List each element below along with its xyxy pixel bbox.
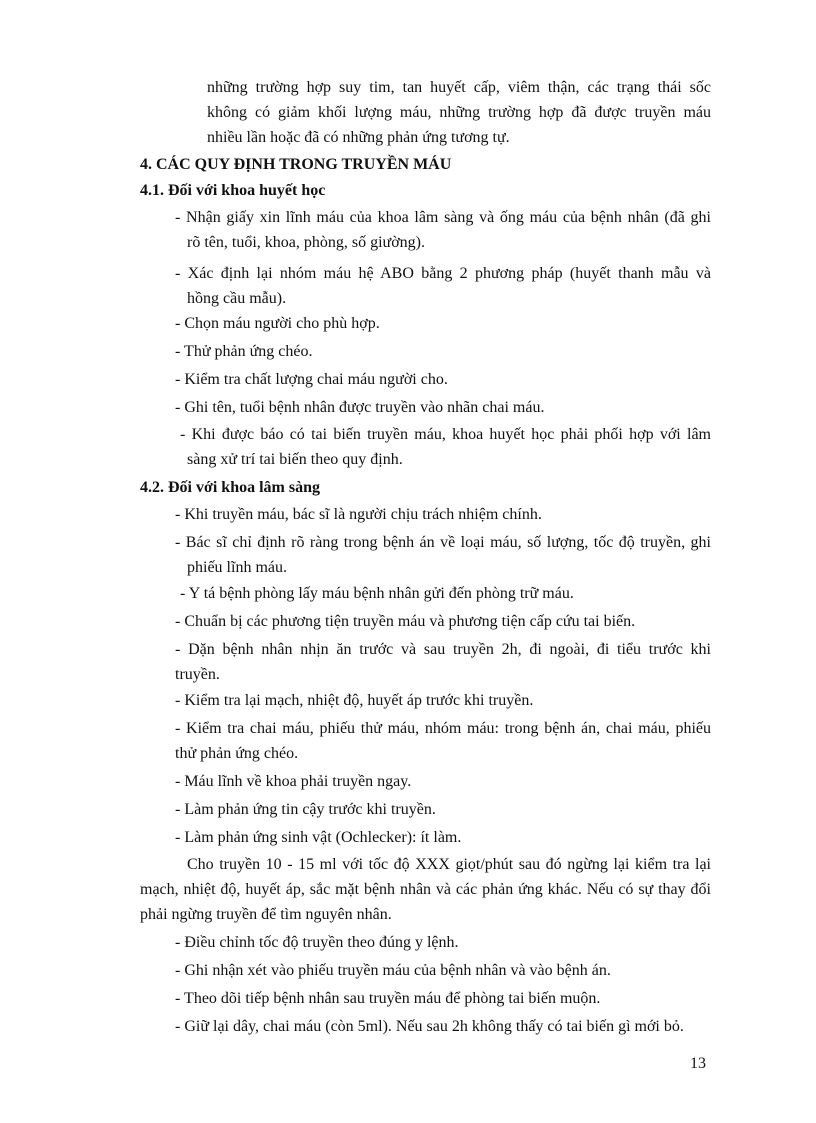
list-item: - Làm phản ứng sinh vật (Ochlecker): ít làm. bbox=[175, 829, 462, 846]
list-item: - Nhận giấy xin lĩnh máu của khoa lâm sàng và ống máu của bệnh nhân (đã ghi bbox=[175, 209, 711, 226]
section-heading: 4. CÁC QUY ĐỊNH TRONG TRUYỀN MÁU bbox=[140, 156, 452, 173]
intro-line: nhiều lần hoặc đã có những phản ứng tương tự. bbox=[207, 129, 510, 146]
page-number: 13 bbox=[690, 1055, 706, 1072]
list-item: - Kiểm tra lại mạch, nhiệt độ, huyết áp trước khi truyền. bbox=[175, 692, 534, 709]
list-item-continuation: hồng cầu mẫu). bbox=[187, 290, 287, 307]
list-item: - Làm phản ứng tin cậy trước khi truyền. bbox=[175, 801, 436, 818]
list-item-continuation: rõ tên, tuổi, khoa, phòng, số giường). bbox=[187, 234, 425, 251]
list-item-continuation: thử phản ứng chéo. bbox=[175, 745, 299, 762]
list-item: - Điều chỉnh tốc độ truyền theo đúng y lệnh. bbox=[175, 934, 459, 951]
list-item: - Máu lĩnh về khoa phải truyền ngay. bbox=[175, 773, 412, 790]
paragraph-line: Cho truyền 10 - 15 ml với tốc độ XXX giọt/phút sau đó ngừng lại kiểm tra lại bbox=[187, 856, 711, 873]
list-item: - Dặn bệnh nhân nhịn ăn trước và sau truyền 2h, đi ngoài, đi tiểu trước khi bbox=[175, 641, 711, 658]
list-item: - Xác định lại nhóm máu hệ ABO bằng 2 phương pháp (huyết thanh mẫu và bbox=[175, 265, 711, 282]
list-item: - Khi truyền máu, bác sĩ là người chịu trách nhiệm chính. bbox=[175, 506, 542, 523]
list-item: - Chuẩn bị các phương tiện truyền máu và phương tiện cấp cứu tai biến. bbox=[175, 613, 636, 630]
list-item: - Khi được báo có tai biến truyền máu, khoa huyết học phải phối hợp với lâm bbox=[180, 426, 711, 443]
list-item-continuation: truyền. bbox=[175, 666, 220, 683]
list-item-continuation: phiếu lĩnh máu. bbox=[187, 559, 287, 576]
list-item: - Giữ lại dây, chai máu (còn 5ml). Nếu sau 2h không thấy có tai biến gì mới bỏ. bbox=[175, 1018, 684, 1035]
list-item: - Chọn máu người cho phù hợp. bbox=[175, 315, 380, 332]
subsection-heading: 4.1. Đối với khoa huyết học bbox=[140, 182, 326, 199]
list-item: - Ghi nhận xét vào phiếu truyền máu của bệnh nhân và vào bệnh án. bbox=[175, 962, 611, 979]
subsection-heading: 4.2. Đối với khoa lâm sàng bbox=[140, 479, 320, 496]
list-item: - Theo dõi tiếp bệnh nhân sau truyền máu để phòng tai biến muộn. bbox=[175, 990, 601, 1007]
list-item: - Ghi tên, tuổi bệnh nhân được truyền vào nhãn chai máu. bbox=[175, 399, 545, 416]
list-item: - Kiểm tra chất lượng chai máu người cho. bbox=[175, 371, 448, 388]
paragraph-line: phải ngừng truyền để tìm nguyên nhân. bbox=[140, 906, 392, 923]
intro-line: những trường hợp suy tim, tan huyết cấp, viêm thận, các trạng thái sốc bbox=[207, 79, 711, 96]
list-item: - Thử phản ứng chéo. bbox=[175, 343, 313, 360]
paragraph-line: mạch, nhiệt độ, huyết áp, sắc mặt bệnh nhân và các phản ứng khác. Nếu có sự thay đổi bbox=[140, 881, 711, 898]
list-item-continuation: sàng xử trí tai biến theo quy định. bbox=[187, 451, 403, 468]
list-item: - Bác sĩ chỉ định rõ ràng trong bệnh án về loại máu, số lượng, tốc độ truyền, ghi bbox=[175, 534, 711, 551]
list-item: - Y tá bệnh phòng lấy máu bệnh nhân gửi đến phòng trữ máu. bbox=[180, 585, 574, 602]
intro-line: không có giảm khối lượng máu, những trường hợp đã được truyền máu bbox=[207, 104, 711, 121]
list-item: - Kiểm tra chai máu, phiếu thử máu, nhóm máu: trong bệnh án, chai máu, phiếu bbox=[175, 720, 711, 737]
